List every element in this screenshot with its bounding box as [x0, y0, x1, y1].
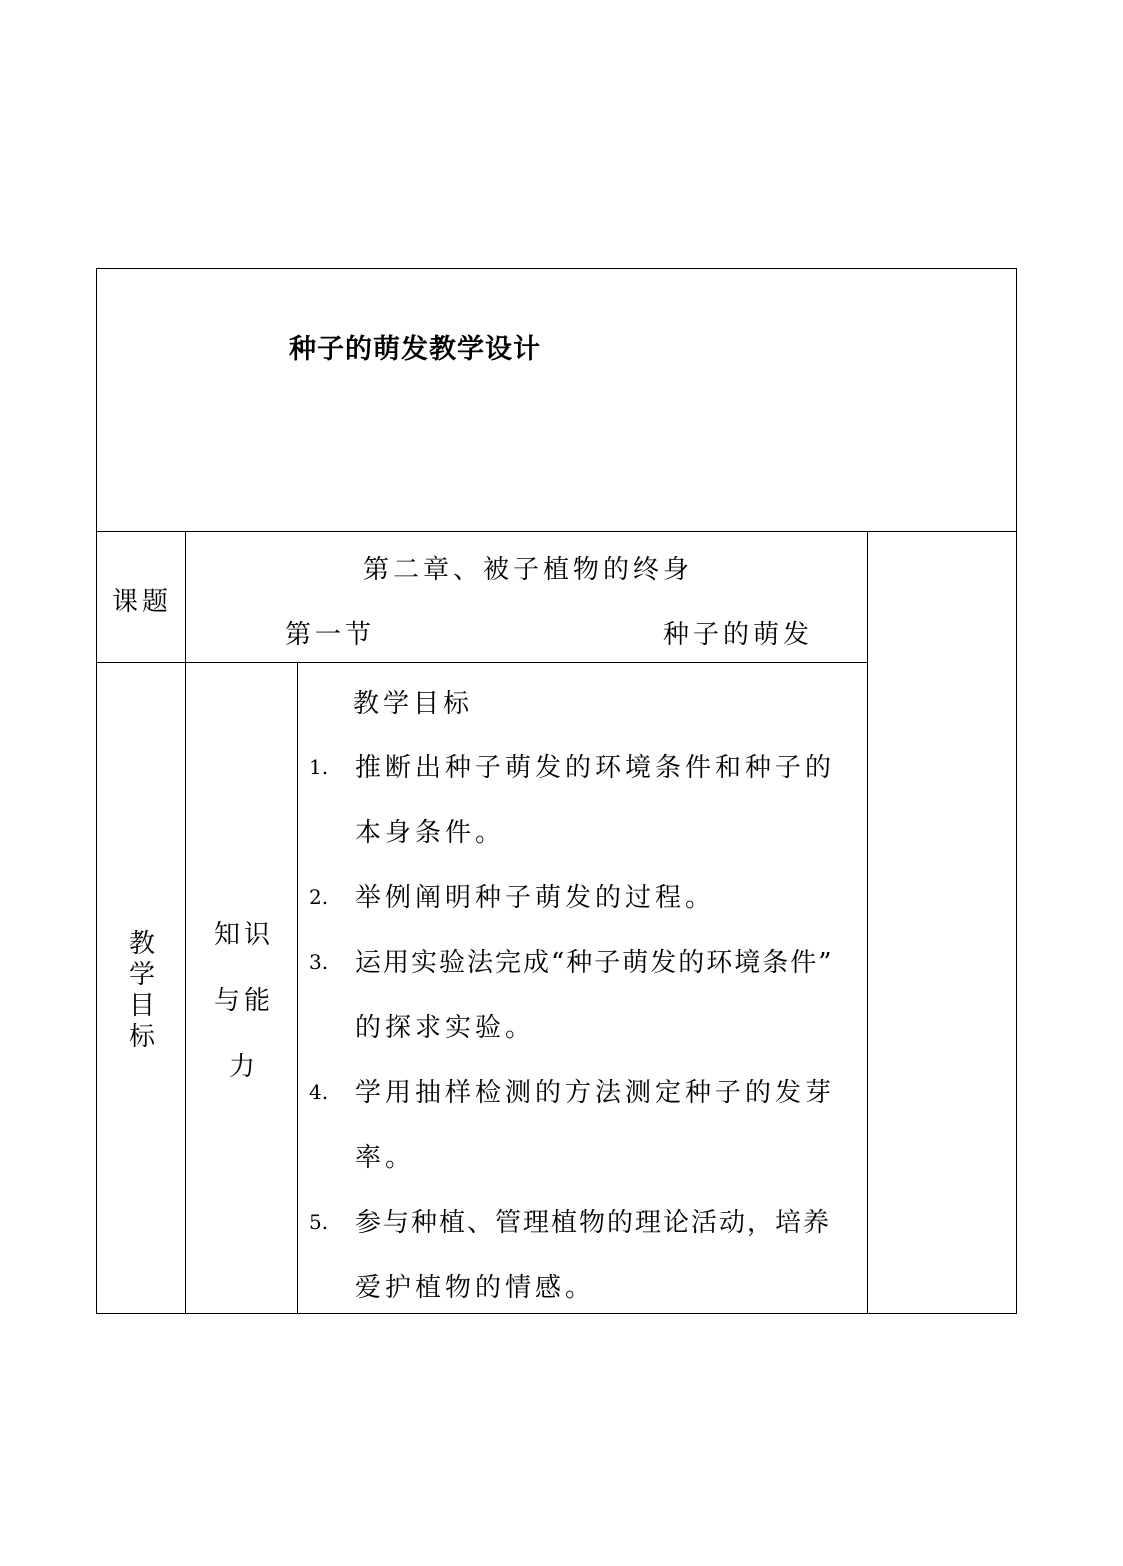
- divider: [297, 662, 298, 1313]
- objective-number: 1.: [309, 755, 329, 779]
- objective-number: 4.: [309, 1080, 329, 1104]
- topic-label: 课题: [112, 587, 173, 617]
- knowledge-ability-label: 知识与能力: [213, 920, 274, 1082]
- objective-text: 的探求实验。: [355, 1013, 536, 1043]
- objective-number: 3.: [309, 950, 329, 974]
- objective-text: 本身条件。: [355, 818, 506, 848]
- objective-text: 举例阐明种子萌发的过程。: [355, 883, 716, 913]
- objective-text: 率。: [355, 1143, 416, 1173]
- objective-text: 爱护植物的情感。: [355, 1273, 596, 1303]
- title-cell: [97, 269, 1016, 532]
- divider: [867, 532, 868, 1313]
- document-title: 种子的萌发教学设计: [289, 334, 541, 365]
- section-title: 种子的萌发: [663, 620, 814, 650]
- objective-number: 5.: [309, 1210, 329, 1234]
- divider: [185, 532, 186, 1313]
- objectives-heading: 教学目标: [353, 689, 474, 719]
- divider: [97, 662, 868, 663]
- objectives-row-label: 教学目标: [128, 929, 155, 1052]
- chapter-title: 第二章、被子植物的终身: [363, 555, 694, 585]
- objective-text: 推断出种子萌发的环境条件和种子的: [355, 753, 836, 783]
- section-number: 第一节: [285, 620, 376, 650]
- objective-text: 参与种植、管理植物的理论活动，培养: [355, 1208, 832, 1238]
- lesson-plan-table: [96, 268, 1017, 1314]
- objective-text: 学用抽样检测的方法测定种子的发芽: [355, 1078, 836, 1108]
- objective-text: 运用实验法完成“种子萌发的环境条件”: [355, 948, 834, 978]
- objective-number: 2.: [309, 885, 329, 909]
